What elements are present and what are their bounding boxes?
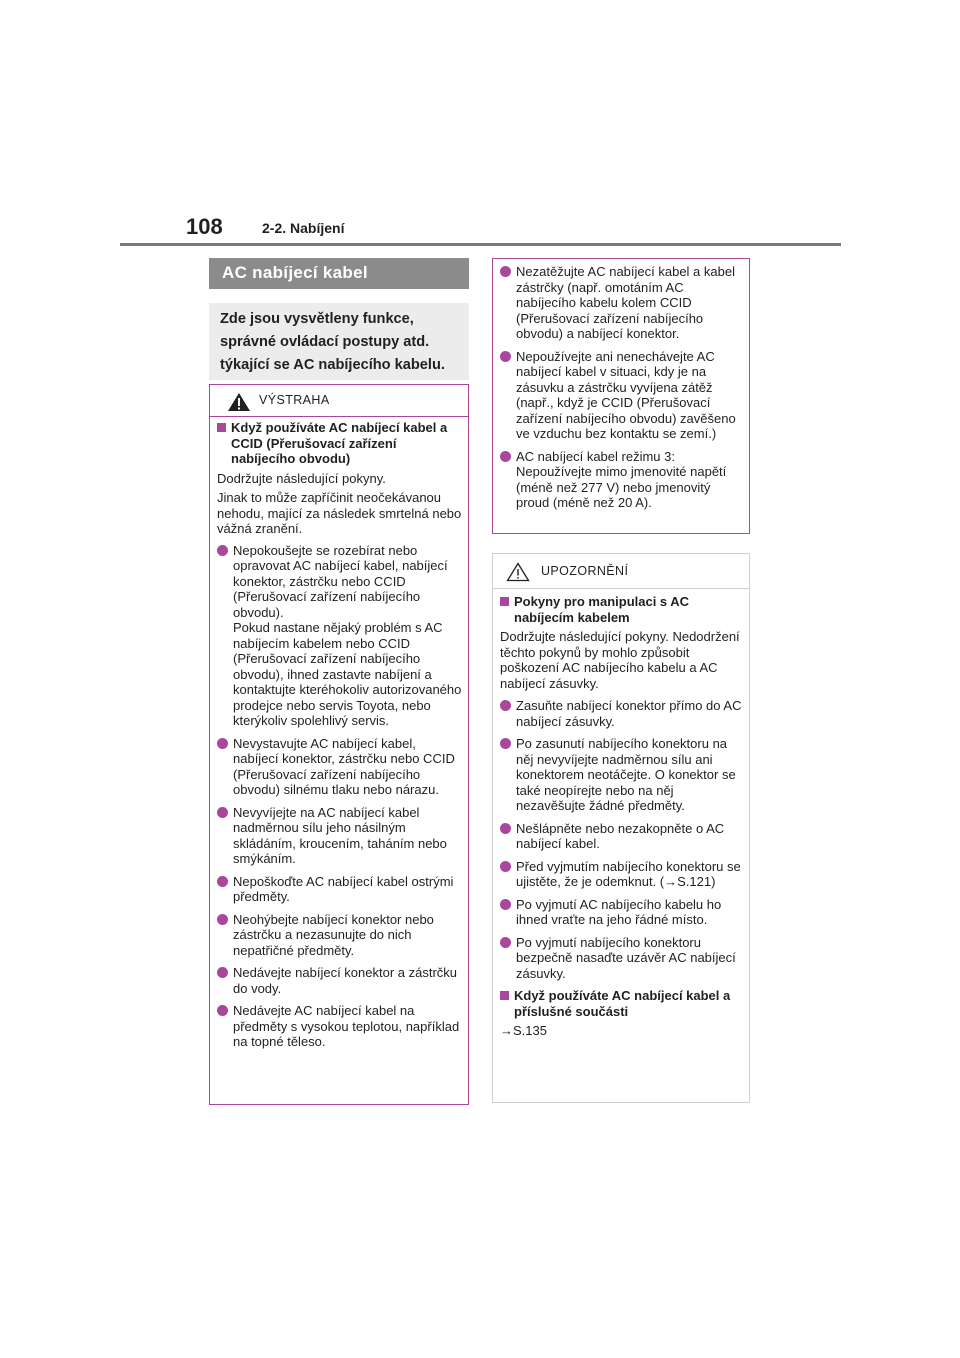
notice-box <box>492 553 750 1103</box>
square-bullet-icon <box>500 991 509 1000</box>
header-divider <box>120 243 841 246</box>
bullet-icon <box>217 876 228 887</box>
notice-heading: Když používáte AC nabíjecí kabel a příslušné součásti <box>500 988 744 1019</box>
warning-para: Jinak to může zapříčinit neočekávanou nehodu, mající za následek smrtelná nebo vážná zranění. <box>217 490 462 536</box>
page-reference: →S.135 <box>500 1023 547 1038</box>
notice-label: UPOZORNĚNÍ <box>541 564 629 578</box>
warning-continued-box <box>492 258 750 534</box>
bullet-icon <box>500 899 511 910</box>
bullet-icon <box>500 700 511 711</box>
list-item: Po zasunutí nabíjecího konektoru na něj nevyvíjejte nadměrnou sílu ani konektorem neotáčejte. O konektor se také neopírejte nebo na něj nezavěšujte žádné předměty. <box>500 736 744 814</box>
square-bullet-icon <box>500 597 509 606</box>
list-item: Zasuňte nabíjecí konektor přímo do AC nabíjecí zásuvky. <box>500 698 744 729</box>
bullet-icon <box>217 545 228 556</box>
intro-text: Zde jsou vysvětleny funkce, správné ovládací postupy atd. týkající se AC nabíjecího kabelu. <box>209 303 469 380</box>
bullet-icon <box>500 451 511 462</box>
list-item: Nevyvíjejte na AC nabíjecí kabel nadměrnou sílu jeho násilným skládáním, kroucením, taháním nebo smýkáním. <box>217 805 463 867</box>
bullet-icon <box>217 807 228 818</box>
list-item: Nepoužívejte ani nenechávejte AC nabíjecí kabel v situaci, kdy je na zásuvku a zástrčku vyvíjena zátěž (např., když je CCID (Přerušovací zařízení nabíjecího obvodu) zavěšeno ve vzduchu bez kontaktu se zemí.) <box>500 349 744 442</box>
list-item: Před vyjmutím nabíjecího konektoru se ujistěte, že je odemknut. (→S.121) <box>500 859 744 890</box>
bullet-icon <box>217 738 228 749</box>
list-item: Nezatěžujte AC nabíjecí kabel a kabel zástrčky (např. omotáním AC nabíjecího kabelu kolem CCID (Přerušovací zařízení nabíjecího obvodu) a nabíjecí konektor. <box>500 264 744 342</box>
warning-triangle-icon <box>227 392 251 412</box>
warning-label: VÝSTRAHA <box>259 393 330 407</box>
notice-para: Dodržujte následující pokyny. Nedodržení těchto pokynů by mohlo způsobit poškození AC nabíjecího kabelu a AC nabíjecí zásuvky. <box>500 629 740 691</box>
caution-triangle-icon <box>506 562 530 582</box>
notice-heading: Pokyny pro manipulaci s AC nabíjecím kabelem <box>500 594 744 625</box>
section-title: 2-2. Nabíjení <box>262 220 345 236</box>
square-bullet-icon <box>217 423 226 432</box>
list-item: Nepokoušejte se rozebírat nebo opravovat AC nabíjecí kabel, nabíjecí konektor, zástrčku nebo CCID (Přerušovací zařízení nabíjecího obvodu). Pokud nastane nějaký problém s AC nabíjecím kabelem nebo CCID (Přerušovací zařízení nabíjecího obvodu), ihned zastavte nabíjení a kontaktujte kteréhokoliv autorizovaného prodejce nebo servis Toyota, nebo kterýkoliv spolehlivý servis. <box>217 543 463 729</box>
page-number: 108 <box>186 214 223 239</box>
bullet-icon <box>500 823 511 834</box>
warning-header <box>210 385 468 417</box>
list-item: AC nabíjecí kabel režimu 3: Nepoužívejte mimo jmenovité napětí (méně než 277 V) nebo jmenovitý proud (méně než 20 A). <box>500 449 744 511</box>
list-item: Neohýbejte nabíjecí konektor nebo zástrčku a nezasunujte do nich nepatřičné předměty. <box>217 912 463 959</box>
bullet-icon <box>500 738 511 749</box>
bullet-icon <box>500 266 511 277</box>
list-item: Nedávejte AC nabíjecí kabel na předměty s vysokou teplotou, například na topné těleso. <box>217 1003 463 1050</box>
list-item: Nevystavujte AC nabíjecí kabel, nabíjecí konektor, zástrčku nebo CCID (Přerušovací zařízení nabíjecího obvodu) silnému tlaku nebo nárazu. <box>217 736 463 798</box>
warning-heading: Když používáte AC nabíjecí kabel a CCID (Přerušovací zařízení nabíjecího obvodu) <box>217 420 463 467</box>
list-item: Po vyjmutí AC nabíjecího kabelu ho ihned vraťte na jeho řádné místo. <box>500 897 744 928</box>
list-item: Po vyjmutí nabíjecího konektoru bezpečně nasaďte uzávěr AC nabíjecí zásuvky. <box>500 935 744 982</box>
bullet-icon <box>217 1005 228 1016</box>
section-heading: AC nabíjecí kabel <box>209 258 469 289</box>
bullet-icon <box>217 914 228 925</box>
bullet-icon <box>500 351 511 362</box>
bullet-icon <box>500 937 511 948</box>
list-item: Nedávejte nabíjecí konektor a zástrčku do vody. <box>217 965 463 996</box>
warning-box <box>209 384 469 1105</box>
list-item: Nepoškoďte AC nabíjecí kabel ostrými předměty. <box>217 874 463 905</box>
bullet-icon <box>217 967 228 978</box>
list-item-note: Pokud nastane nějaký problém s AC nabíjecím kabelem nebo CCID (Přerušovací zařízení nabíjecího obvodu), ihned zastavte nabíjení a kontaktujte kteréhokoliv autorizovaného prodejce nebo servis Toyota, nebo kterýkoliv spolehlivý servis. <box>233 620 462 728</box>
warning-para: Dodržujte následující pokyny. <box>217 470 386 486</box>
bullet-icon <box>500 861 511 872</box>
notice-header <box>493 554 749 589</box>
list-item: Nešlápněte nebo nezakopněte o AC nabíjecí kabel. <box>500 821 744 852</box>
